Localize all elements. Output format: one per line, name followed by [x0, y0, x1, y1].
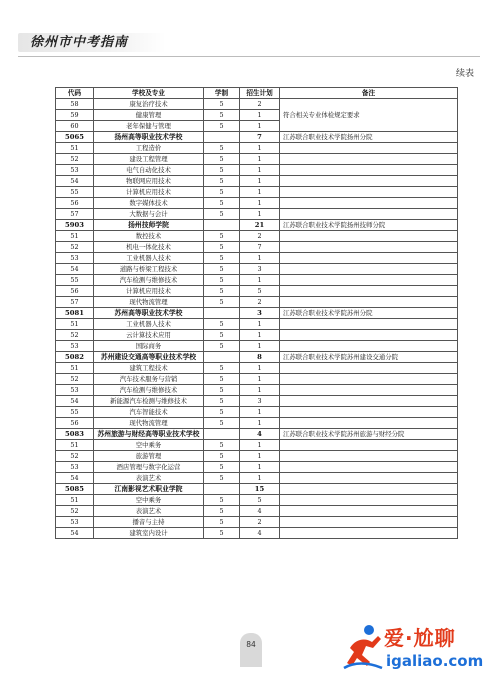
school-row — [56, 352, 458, 363]
note-cell — [280, 385, 458, 396]
plan-cell: 1 — [240, 374, 280, 385]
years-cell: 5 — [204, 363, 240, 374]
major-name-cell: 国际商务 — [94, 341, 204, 352]
major-name-cell: 计算机应用技术 — [94, 187, 204, 198]
code-cell: 53 — [56, 517, 94, 528]
major-row — [56, 242, 458, 253]
major-name-cell: 汽车检测与维修技术 — [94, 385, 204, 396]
plan-cell: 1 — [240, 110, 280, 121]
plan-cell: 1 — [240, 187, 280, 198]
school-name-cell: 苏州高等职业技术学校 — [94, 308, 204, 319]
years-cell: 5 — [204, 198, 240, 209]
note-cell: 江苏联合职业技术学院扬州分院 — [280, 132, 458, 143]
note-cell — [280, 528, 458, 539]
school-row — [56, 484, 458, 495]
code-cell: 56 — [56, 418, 94, 429]
major-name-cell: 建筑工程技术 — [94, 363, 204, 374]
major-name-cell: 建筑室内设计 — [94, 528, 204, 539]
major-name-cell: 酒店管理与数字化运营 — [94, 462, 204, 473]
plan-cell: 3 — [240, 396, 280, 407]
plan-cell: 1 — [240, 176, 280, 187]
major-row — [56, 231, 458, 242]
major-row — [56, 341, 458, 352]
code-cell: 53 — [56, 462, 94, 473]
plan-cell: 1 — [240, 451, 280, 462]
code-cell: 51 — [56, 143, 94, 154]
watermark-url: igaliao.com — [386, 652, 484, 670]
code-cell: 53 — [56, 165, 94, 176]
major-row — [56, 176, 458, 187]
code-cell: 51 — [56, 363, 94, 374]
code-cell: 52 — [56, 330, 94, 341]
years-cell: 5 — [204, 297, 240, 308]
major-row — [56, 363, 458, 374]
years-cell — [204, 220, 240, 231]
note-cell — [280, 418, 458, 429]
note-cell — [280, 209, 458, 220]
note-cell: 江苏联合职业技术学院苏州分院 — [280, 308, 458, 319]
code-cell: 5903 — [56, 220, 94, 231]
code-cell: 5085 — [56, 484, 94, 495]
major-name-cell: 播音与主持 — [94, 517, 204, 528]
plan-cell: 1 — [240, 143, 280, 154]
note-cell — [280, 506, 458, 517]
major-row — [56, 297, 458, 308]
code-cell: 56 — [56, 198, 94, 209]
years-cell: 5 — [204, 418, 240, 429]
plan-cell: 7 — [240, 132, 280, 143]
years-cell — [204, 484, 240, 495]
plan-cell: 1 — [240, 462, 280, 473]
note-cell — [280, 231, 458, 242]
note-cell — [280, 198, 458, 209]
plan-cell: 2 — [240, 297, 280, 308]
note-cell — [280, 495, 458, 506]
code-cell: 57 — [56, 297, 94, 308]
major-name-cell: 空中乘务 — [94, 440, 204, 451]
major-name-cell: 数控技术 — [94, 231, 204, 242]
years-cell: 5 — [204, 528, 240, 539]
major-name-cell: 工业机器人技术 — [94, 253, 204, 264]
years-cell — [204, 429, 240, 440]
note-cell — [280, 363, 458, 374]
years-cell: 5 — [204, 99, 240, 110]
watermark-brand: 爱·尬聊 — [384, 626, 456, 650]
code-cell: 56 — [56, 286, 94, 297]
major-name-cell: 老年保健与管理 — [94, 121, 204, 132]
years-cell — [204, 352, 240, 363]
years-cell: 5 — [204, 242, 240, 253]
code-cell: 54 — [56, 473, 94, 484]
years-cell: 5 — [204, 495, 240, 506]
code-cell: 55 — [56, 275, 94, 286]
note-cell: 江苏联合职业技术学院扬州技师分院 — [280, 220, 458, 231]
major-name-cell: 工业机器人技术 — [94, 319, 204, 330]
major-name-cell: 云计算技术应用 — [94, 330, 204, 341]
code-cell: 51 — [56, 231, 94, 242]
plan-cell: 1 — [240, 253, 280, 264]
major-name-cell: 数字媒体技术 — [94, 198, 204, 209]
major-row — [56, 506, 458, 517]
major-row — [56, 275, 458, 286]
major-row — [56, 374, 458, 385]
plan-cell: 1 — [240, 440, 280, 451]
major-name-cell: 表演艺术 — [94, 473, 204, 484]
note-cell — [280, 374, 458, 385]
plan-cell: 1 — [240, 473, 280, 484]
note-cell — [280, 484, 458, 495]
plan-cell: 5 — [240, 286, 280, 297]
years-cell: 5 — [204, 187, 240, 198]
years-cell: 5 — [204, 517, 240, 528]
note-cell — [280, 165, 458, 176]
plan-cell: 4 — [240, 528, 280, 539]
school-row — [56, 429, 458, 440]
note-cell — [280, 319, 458, 330]
plan-cell: 21 — [240, 220, 280, 231]
code-cell: 51 — [56, 495, 94, 506]
header-title: 徐州市中考指南 — [30, 35, 129, 50]
header-rule — [18, 56, 480, 57]
major-row — [56, 264, 458, 275]
school-name-cell: 苏州旅游与财经高等职业技术学校 — [94, 429, 204, 440]
major-row — [56, 462, 458, 473]
note-cell — [280, 253, 458, 264]
major-row — [56, 330, 458, 341]
major-name-cell: 汽车检测与维修技术 — [94, 275, 204, 286]
years-cell: 5 — [204, 451, 240, 462]
school-row — [56, 308, 458, 319]
plan-cell: 1 — [240, 209, 280, 220]
major-row — [56, 286, 458, 297]
years-cell: 5 — [204, 473, 240, 484]
note-cell — [280, 330, 458, 341]
school-name-cell: 扬州高等职业技术学校 — [94, 132, 204, 143]
major-name-cell: 现代物流管理 — [94, 297, 204, 308]
note-cell — [280, 176, 458, 187]
code-cell: 55 — [56, 407, 94, 418]
note-cell: 江苏联合职业技术学院苏州建设交通分院 — [280, 352, 458, 363]
major-name-cell: 建设工程管理 — [94, 154, 204, 165]
plan-cell: 1 — [240, 165, 280, 176]
code-cell: 5082 — [56, 352, 94, 363]
code-cell: 52 — [56, 242, 94, 253]
major-row — [56, 451, 458, 462]
major-row — [56, 385, 458, 396]
table-body — [56, 99, 458, 539]
major-row — [56, 495, 458, 506]
note-cell — [280, 275, 458, 286]
years-cell: 5 — [204, 330, 240, 341]
years-cell: 5 — [204, 264, 240, 275]
code-cell: 57 — [56, 209, 94, 220]
note-cell — [280, 407, 458, 418]
code-cell: 54 — [56, 396, 94, 407]
page-number: 84 — [246, 640, 256, 649]
years-cell — [204, 132, 240, 143]
years-cell: 5 — [204, 121, 240, 132]
table-header-row — [56, 88, 458, 99]
plan-cell: 2 — [240, 99, 280, 110]
major-row — [56, 198, 458, 209]
major-name-cell: 大数据与会计 — [94, 209, 204, 220]
watermark — [342, 618, 492, 678]
code-cell: 53 — [56, 253, 94, 264]
header-years: 学制 — [204, 88, 240, 99]
years-cell: 5 — [204, 506, 240, 517]
major-name-cell: 现代物流管理 — [94, 418, 204, 429]
years-cell — [204, 308, 240, 319]
code-cell: 51 — [56, 440, 94, 451]
school-row — [56, 132, 458, 143]
school-row — [56, 220, 458, 231]
code-cell: 54 — [56, 176, 94, 187]
plan-cell: 3 — [240, 264, 280, 275]
plan-cell: 1 — [240, 330, 280, 341]
years-cell: 5 — [204, 110, 240, 121]
years-cell: 5 — [204, 231, 240, 242]
school-name-cell: 扬州技师学院 — [94, 220, 204, 231]
major-row — [56, 396, 458, 407]
runner-logo-icon — [342, 622, 384, 672]
code-cell: 54 — [56, 264, 94, 275]
years-cell: 5 — [204, 341, 240, 352]
code-cell: 54 — [56, 528, 94, 539]
note-cell — [280, 143, 458, 154]
major-row — [56, 319, 458, 330]
plan-cell: 15 — [240, 484, 280, 495]
plan-cell: 1 — [240, 363, 280, 374]
major-row — [56, 253, 458, 264]
code-cell: 55 — [56, 187, 94, 198]
code-cell: 5065 — [56, 132, 94, 143]
code-cell: 59 — [56, 110, 94, 121]
years-cell: 5 — [204, 165, 240, 176]
header-plan: 招生计划 — [240, 88, 280, 99]
years-cell: 5 — [204, 154, 240, 165]
major-row — [56, 473, 458, 484]
note-cell — [280, 187, 458, 198]
plan-cell: 1 — [240, 319, 280, 330]
plan-cell: 4 — [240, 429, 280, 440]
code-cell: 52 — [56, 154, 94, 165]
note-cell — [280, 286, 458, 297]
years-cell: 5 — [204, 407, 240, 418]
plan-cell: 1 — [240, 407, 280, 418]
years-cell: 5 — [204, 319, 240, 330]
note-cell — [280, 462, 458, 473]
major-row — [56, 517, 458, 528]
major-name-cell: 旅游管理 — [94, 451, 204, 462]
plan-cell: 2 — [240, 231, 280, 242]
plan-cell: 2 — [240, 517, 280, 528]
major-name-cell: 康复治疗技术 — [94, 99, 204, 110]
header-note: 备注 — [280, 88, 458, 99]
major-name-cell: 工程造价 — [94, 143, 204, 154]
plan-cell: 1 — [240, 418, 280, 429]
continued-label: 续表 — [455, 69, 474, 79]
code-cell: 60 — [56, 121, 94, 132]
note-cell: 江苏联合职业技术学院苏州旅游与财经分院 — [280, 429, 458, 440]
major-name-cell: 道路与桥梁工程技术 — [94, 264, 204, 275]
major-name-cell: 电气自动化技术 — [94, 165, 204, 176]
plan-cell: 8 — [240, 352, 280, 363]
years-cell: 5 — [204, 462, 240, 473]
plan-cell: 1 — [240, 121, 280, 132]
plan-cell: 1 — [240, 275, 280, 286]
plan-cell: 5 — [240, 495, 280, 506]
major-row — [56, 440, 458, 451]
note-cell — [280, 473, 458, 484]
plan-cell: 3 — [240, 308, 280, 319]
header-code: 代码 — [56, 88, 94, 99]
major-row — [56, 187, 458, 198]
school-name-cell: 江南影视艺术职业学院 — [94, 484, 204, 495]
major-row — [56, 209, 458, 220]
years-cell: 5 — [204, 396, 240, 407]
major-name-cell: 计算机应用技术 — [94, 286, 204, 297]
plan-cell: 1 — [240, 154, 280, 165]
school-name-cell: 苏州建设交通高等职业技术学校 — [94, 352, 204, 363]
enrollment-table — [55, 87, 458, 539]
plan-cell: 1 — [240, 385, 280, 396]
page-number-tab — [240, 633, 262, 667]
note-cell — [280, 297, 458, 308]
major-name-cell: 表演艺术 — [94, 506, 204, 517]
note-cell — [280, 440, 458, 451]
major-row — [56, 99, 458, 110]
years-cell: 5 — [204, 176, 240, 187]
code-cell: 58 — [56, 99, 94, 110]
header-school-major: 学校及专业 — [94, 88, 204, 99]
years-cell: 5 — [204, 440, 240, 451]
years-cell: 5 — [204, 275, 240, 286]
note-cell — [280, 341, 458, 352]
code-cell: 5081 — [56, 308, 94, 319]
code-cell: 52 — [56, 506, 94, 517]
plan-cell: 4 — [240, 506, 280, 517]
major-name-cell: 汽车智能技术 — [94, 407, 204, 418]
major-name-cell: 机电一体化技术 — [94, 242, 204, 253]
major-row — [56, 407, 458, 418]
note-cell — [280, 396, 458, 407]
years-cell: 5 — [204, 374, 240, 385]
note-cell — [280, 154, 458, 165]
major-row — [56, 165, 458, 176]
years-cell: 5 — [204, 286, 240, 297]
years-cell: 5 — [204, 209, 240, 220]
code-cell: 5083 — [56, 429, 94, 440]
major-name-cell: 空中乘务 — [94, 495, 204, 506]
major-row — [56, 143, 458, 154]
plan-cell: 1 — [240, 198, 280, 209]
note-cell — [280, 264, 458, 275]
code-cell: 53 — [56, 385, 94, 396]
code-cell: 53 — [56, 341, 94, 352]
major-name-cell: 健康管理 — [94, 110, 204, 121]
major-row — [56, 154, 458, 165]
major-row — [56, 418, 458, 429]
note-cell: 符合相关专业体检规定要求 — [280, 99, 458, 132]
note-cell — [280, 517, 458, 528]
years-cell: 5 — [204, 385, 240, 396]
note-cell — [280, 451, 458, 462]
major-name-cell: 汽车技术服务与营销 — [94, 374, 204, 385]
plan-cell: 7 — [240, 242, 280, 253]
years-cell: 5 — [204, 143, 240, 154]
note-cell — [280, 242, 458, 253]
code-cell: 51 — [56, 319, 94, 330]
years-cell: 5 — [204, 253, 240, 264]
plan-cell: 1 — [240, 341, 280, 352]
code-cell: 52 — [56, 374, 94, 385]
major-name-cell: 新能源汽车检测与维修技术 — [94, 396, 204, 407]
major-row — [56, 528, 458, 539]
major-name-cell: 物联网应用技术 — [94, 176, 204, 187]
code-cell: 52 — [56, 451, 94, 462]
